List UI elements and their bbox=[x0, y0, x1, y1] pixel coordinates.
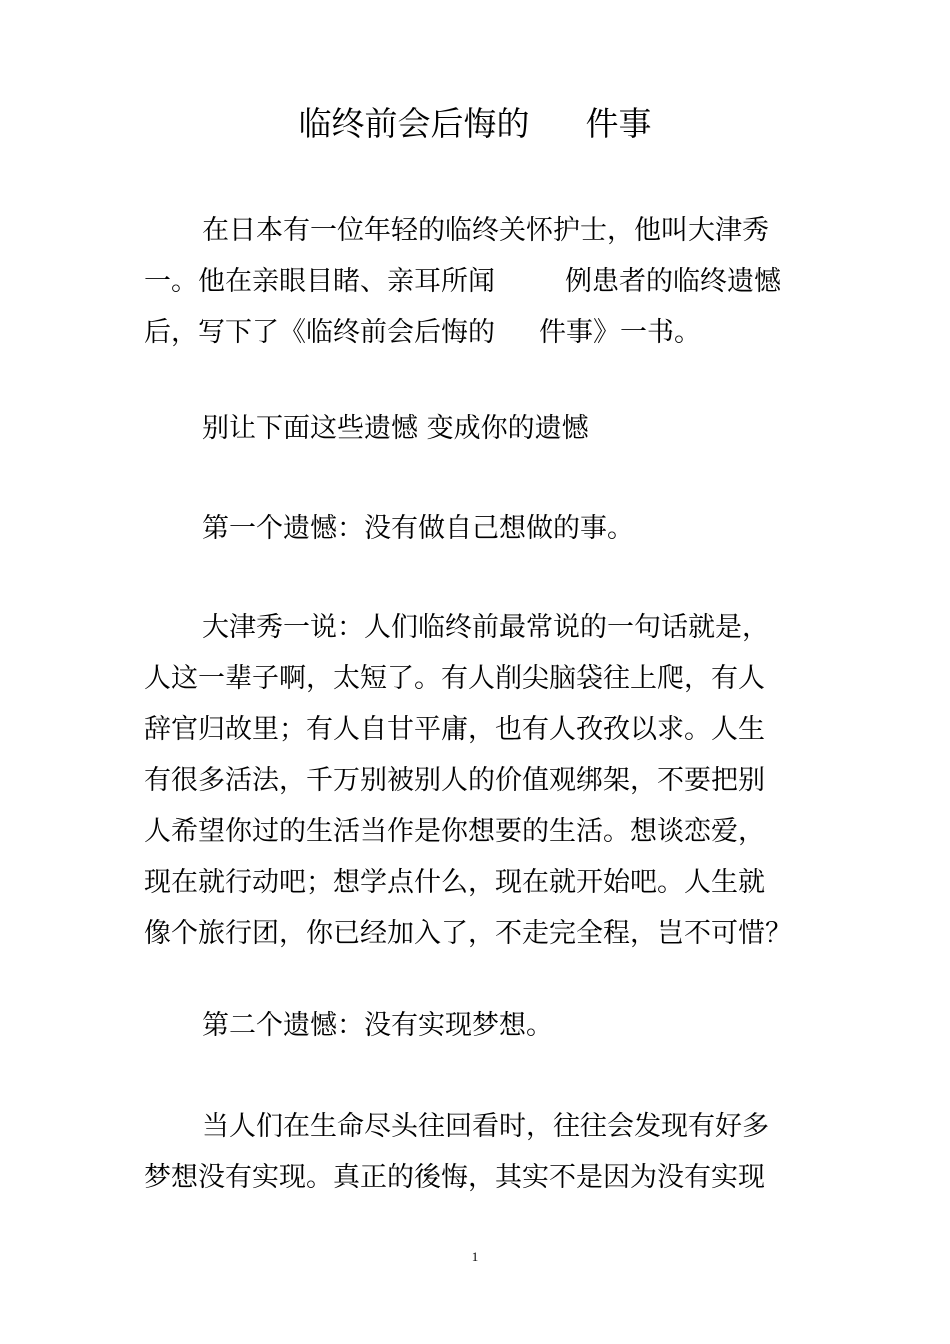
intro-line-3b: 件事》一书。 bbox=[539, 317, 701, 348]
body-line: 辞官归故里；有人自甘平庸，也有人孜孜以求。人生 bbox=[144, 714, 765, 745]
body-line: 现在就行动吧；想学点什么，现在就开始吧。人生就 bbox=[144, 867, 765, 898]
intro-line-3a: 后，写下了《临终前会后悔的 bbox=[144, 317, 495, 348]
body-line: 像个旅行团，你已经加入了，不走完全程，岂不可惜？ bbox=[144, 918, 792, 949]
intro-line: 在日本有一位年轻的临终关怀护士，他叫大津秀 bbox=[202, 215, 769, 246]
intro-paragraph bbox=[144, 205, 808, 358]
regret-1-body bbox=[144, 602, 808, 959]
regret-1-heading: 第一个遗憾：没有做自己想做的事。 bbox=[202, 513, 634, 544]
body-line: 大津秀一说：人们临终前最常说的一句话就是， bbox=[202, 612, 769, 643]
intro-line-2b: 例患者的临终遗憾 bbox=[565, 266, 781, 297]
document-title bbox=[0, 100, 950, 148]
regret-2-body bbox=[144, 1101, 808, 1203]
subheading-paragraph bbox=[144, 403, 808, 454]
intro-line bbox=[144, 307, 808, 358]
body-line: 当人们在生命尽头往回看时，往往会发现有好多 bbox=[202, 1111, 769, 1142]
intro-line-2a: 一。他在亲眼目睹、亲耳所闻 bbox=[144, 266, 495, 297]
body-line: 梦想没有实现。真正的後悔，其实不是因为没有实现 bbox=[144, 1162, 765, 1193]
page-number: 1 bbox=[471, 1249, 479, 1264]
title-part-2: 件事 bbox=[585, 104, 652, 143]
body-line: 有很多活法，千万别被别人的价值观绑架，不要把别 bbox=[144, 765, 765, 796]
regret-2-heading-paragraph bbox=[144, 1000, 808, 1051]
body-line: 人这一辈子啊，太短了。有人削尖脑袋往上爬，有人 bbox=[144, 663, 765, 694]
body-line: 人希望你过的生活当作是你想要的生活。想谈恋爱， bbox=[144, 816, 765, 847]
intro-line bbox=[144, 256, 808, 307]
regret-1-heading-paragraph bbox=[144, 503, 808, 554]
regret-2-heading: 第二个遗憾：没有实现梦想。 bbox=[202, 1010, 553, 1041]
title-part-1: 临终前会后悔的 bbox=[298, 104, 530, 143]
subheading: 别让下面这些遗憾 变成你的遗憾 bbox=[202, 413, 589, 444]
